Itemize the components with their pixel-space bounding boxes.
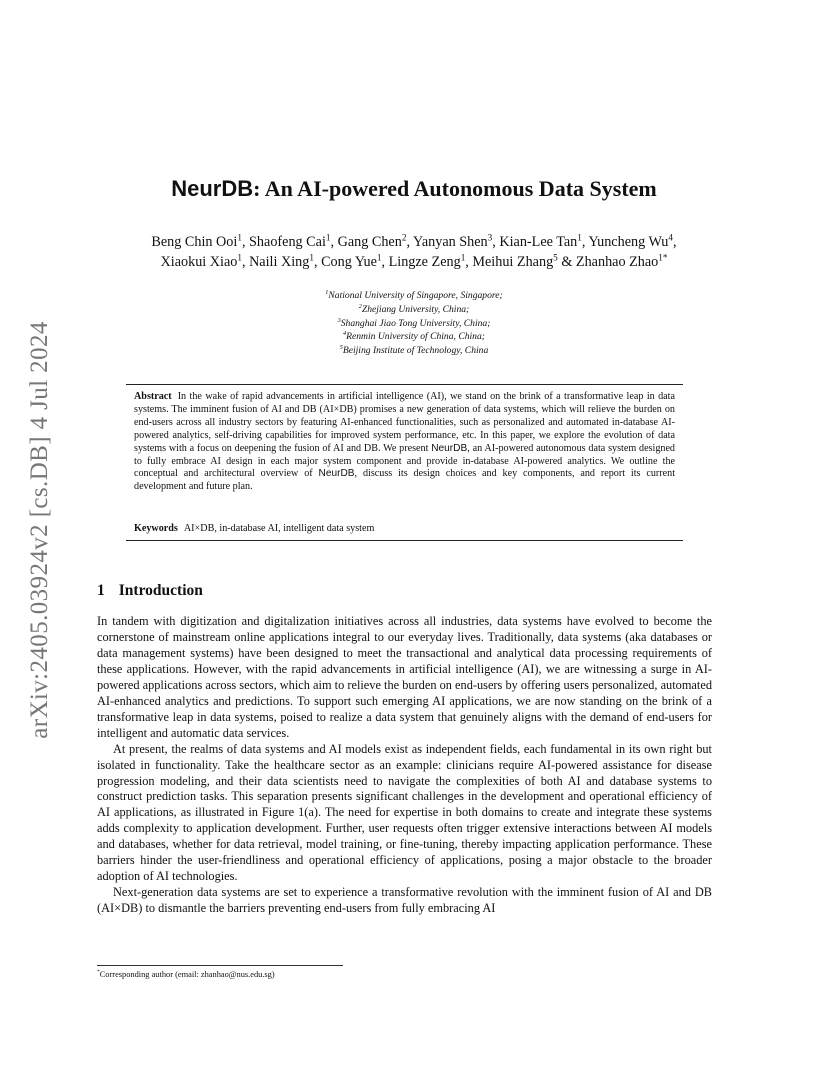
system-name-inline: NeurDB [431,442,468,454]
author: Xiaokui Xiao$^1$ [160,252,242,270]
section-number: 1 [97,582,105,599]
section-title: Introduction [118,582,203,599]
abstract-text: In the wake of rapid advancements in artificial intelligence (AI), we stand on the brink of a transformative leap in data systems. The imminent fusion of AI and DB (AI×DB) promises a new generation of data systems, which will relieve the burden on end-users across all industry sectors by featuring AI-enhanced functionalities, such as personalized and automated in-database AI-powered analytics, self-driving capabilities for improved system performance, etc. In this paper, we explore the evolution of data systems with a focus on deepening the fusion of AI and DB. We present NeurDB, an AI-powered autonomous data system designed to fully embrace AI design in each major system component and provide in-database AI-powered analytics. We outline the conceptual and architectural overview of NeurDB, discuss its design choices and key components, and report its current development and future plan. [134,391,676,493]
author: Yuncheng Wu$^4$ [588,232,674,250]
section-heading [97,582,203,600]
author: Shaofeng Cai$^1$ [249,232,331,250]
footnote-rule [97,965,343,966]
author: Beng Chin Ooi$^1$ [151,232,242,250]
footnote [97,970,275,979]
affiliation: $^1$National University of Singapore, Singapore; [325,288,503,301]
keywords-block [134,523,675,534]
affiliation: $^4$Renmin University of China, China; [343,330,485,343]
author: Gang Chen$^2$ [337,232,407,250]
keywords-text: AI×DB, in-database AI, intelligent data system [183,523,375,534]
author: Meihui Zhang$^5$ [472,252,558,270]
abstract-block [134,391,675,494]
author: Naili Xing$^1$ [249,252,314,270]
paragraph: At present, the realms of data systems and AI models exist as independent fields, each fundamental in its own right but isolated in functionality. Take the healthcare sector as an example: clinicians require AI-powered assistance for disease progression modeling, and their data scientists need to navigate the complexities of both AI and database systems to construct prediction tasks. This separation presents significant challenges in the development and operational efficiency of AI applications, as illustrated in Figure 1(a). The need for expertise in both domains to create and integrate these systems adds complexity to application development. Further, user requests often trigger extensive interactions between AI models and databases, whether for data retrieval, model training, or fine-tuning, thereby impacting application performance. These barriers hinder the user-friendliness and operational efficiency of applications, posing a major obstacle to the broader adoption of AI technologies. [97,741,712,884]
paragraph: Next-generation data systems are set to experience a transformative revolution with the imminent fusion of AI and DB (AI×DB) to dismantle the barriers preventing end-users from fully embracing AI [97,885,712,916]
title-rest: : An AI-powered Autonomous Data System [253,176,657,201]
affiliation: $^3$Shanghai Jiao Tong University, China; [337,316,491,329]
system-name-inline: NeurDB [318,468,355,480]
author: Cong Yue$^1$ [321,252,382,270]
author: Lingze Zeng$^1$ [388,252,466,270]
footnote-mark: * [97,969,100,976]
paper-title [0,176,828,202]
author: Kian-Lee Tan$^1$ [499,232,582,250]
keywords-heading: Keywords [134,523,178,534]
system-name: NeurDB [171,176,254,201]
abstract-bottom-rule [126,540,683,541]
affiliation-list [0,289,828,358]
body-text [97,614,712,917]
author-list: Beng Chin Ooi$^1$, Shaofeng Cai$^1$, Gang Chen$^2$, Yanyan Shen$^3$, Kian-Lee Tan$^1$, Yuncheng Wu$^4$, Xiaokui Xiao$^1$, Naili Xing$^1$, Cong Yue$^1$, Lingze Zeng$^1$, Meihui Zhang$^5$ & Zhanhao Zhao$^{1*}$ [151,232,677,270]
arxiv-identifier: arXiv:2405.03924v2 [cs.DB] 4 Jul 2024 [26,321,53,739]
affiliation: $^5$Beijing Institute of Technology, China [339,344,489,357]
arxiv-sidebar-stamp [20,300,60,760]
affiliation: $^2$Zhejiang University, China; [358,302,470,315]
author: Yanyan Shen$^3$ [413,232,493,250]
footnote-text: Corresponding author (email: zhanhao@nus.edu.sg) [99,970,275,979]
author: Zhanhao Zhao$^{1*}$ [575,252,668,270]
abstract-heading: Abstract [134,391,172,402]
abstract-top-rule [126,384,683,385]
paragraph: In tandem with digitization and digitalization initiatives across all industries, data systems have evolved to become the cornerstone of mainstream online applications integral to our everyday lives. Traditionally, data systems (aka databases or data management systems) have been designed to meet the transactional and analytical data processing requirements of these applications. However, with the rapid advancements in artificial intelligence (AI), we are witnessing a surge in AI-powered applications across sectors, which aim to relieve the burden on end-users by offering users personalized, automated AI-enhanced analytics and predictions. To support such emerging AI applications, we are now standing on the brink of a transformative leap in data systems, poised to realize a data system that genuinely aligns with the demand of end-users for intelligent and automatic data services. [97,614,712,740]
